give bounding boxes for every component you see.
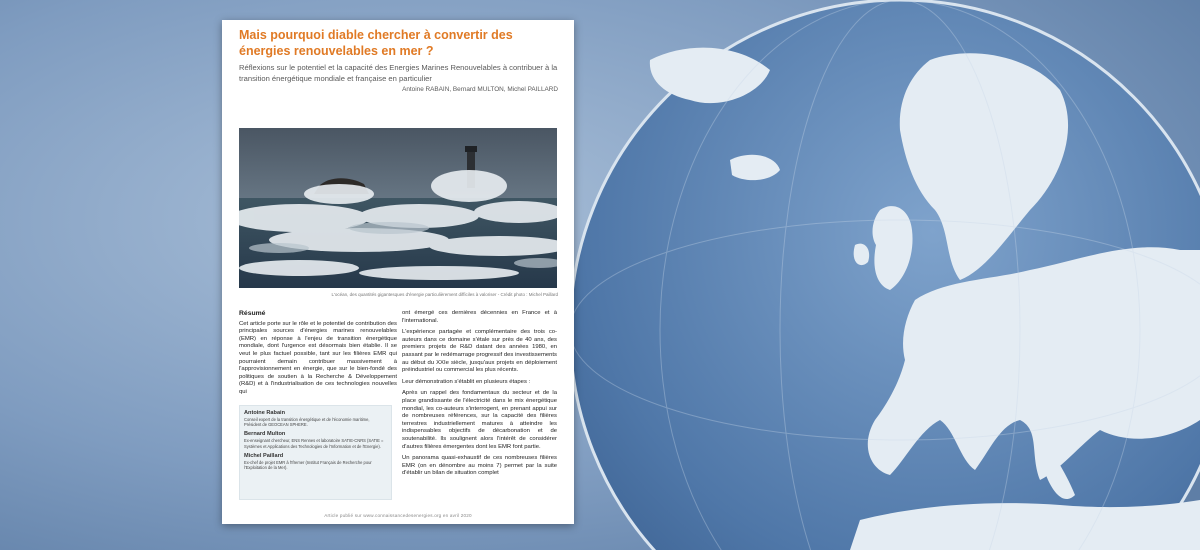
author-bio: [244, 453, 387, 470]
author-description: Ex-chef de projet EMR à l'Ifremer (Institut Français de Recherche pour l'Exploitation de la Mer).: [244, 459, 372, 471]
author-name: Antoine Rabain: [244, 410, 286, 416]
paragraph: L'expérience partagée et complémentaire des trois co-auteurs dans ce domaine s'étale sur près de 40 ans, des premiers projets de R&D datant des années 1980, en passant par le redémarrage progressif des investissements au début du XXIe siècle, jusqu'aux projets en déploiement préindustriel ou commercial les plus récents.: [402, 329, 557, 374]
resume-heading: Résumé: [239, 310, 266, 317]
author-name: Michel Paillard: [244, 452, 284, 459]
publication-footer: Article publié sur www.connaissancedesenergies.org en avril 2020: [324, 513, 472, 518]
article-page: [222, 20, 574, 524]
author-description: Ex-enseignant chercheur, ENS Rennes et laboratoire SATIE-CNRS (SATIE = Systèmes et Applications des Technologies de l'Information et de l'Energie).: [244, 438, 384, 449]
photo-caption: L'océan, des quantités gigantesques d'énergie particulièrement difficiles à valoriser - Crédit photo : Michel Paillard: [331, 292, 558, 297]
author-name: Bernard Multon: [244, 431, 286, 438]
article-subtitle: Réflexions sur le potentiel et la capacité des Energies Marines Renouvelables à contribuer à la transition énergétique mondiale et française en particulier: [239, 63, 558, 83]
article-title: Mais pourquoi diable chercher à convertir des énergies renouvelables en mer ?: [239, 28, 513, 58]
author-bio: [244, 410, 387, 427]
paragraph: ont émergé ces dernières décennies en France et à l'international.: [402, 310, 557, 324]
left-column: [239, 310, 397, 401]
article-authors: Antoine RABAIN, Bernard MULTON, Michel PAILLARD: [402, 86, 558, 93]
author-description: Conseil expert de la transition énergétique et de l'économie maritime, Président de GEOCEAN SPHERE.: [244, 417, 370, 428]
author-bio: [244, 431, 387, 448]
paragraph: Un panorama quasi-exhaustif de ces nombreuses filières EMR (on en dénombre au moins 7) permet par la suite d'établir un bilan de situation complet: [402, 455, 557, 477]
paragraph: Leur démonstration s'établit en plusieurs étapes :: [402, 378, 531, 385]
resume-text: Cet article porte sur le rôle et le potentiel de contribution des principales sources d'énergies marines renouvelables (EMR) en réponse à l'enjeu de transition énergétique mondiale, dont l'urgence est désormais bien établie. Il se veut le plus factuel possible, tant sur les filières EMR qui pourraient demain contribuer massivement à l'approvisionnement en énergie, que sur le bien-fondé des politiques de soutien à la Recherche & Développement (R&D) et à l'industrialisation de ces technologies nouvelles qui: [239, 320, 397, 395]
authors-bio-box: [239, 405, 392, 500]
right-column: [402, 310, 557, 482]
stormy-sea-lighthouse-photo: [239, 128, 557, 288]
paragraph: Après un rappel des fondamentaux du secteur et de la place grandissante de l'électricité dans le mix énergétique mondial, les co-auteurs s'interrogent, en prenant appui sur de nombreuses références, sur la capacité des filières terrestres industriellement matures à atteindre les indispensables objectifs de décarbonation et de soutenabilité. Ils soulignent alors l'intérêt de considérer d'autres filières émergentes dont les EMR font partie.: [402, 390, 557, 450]
